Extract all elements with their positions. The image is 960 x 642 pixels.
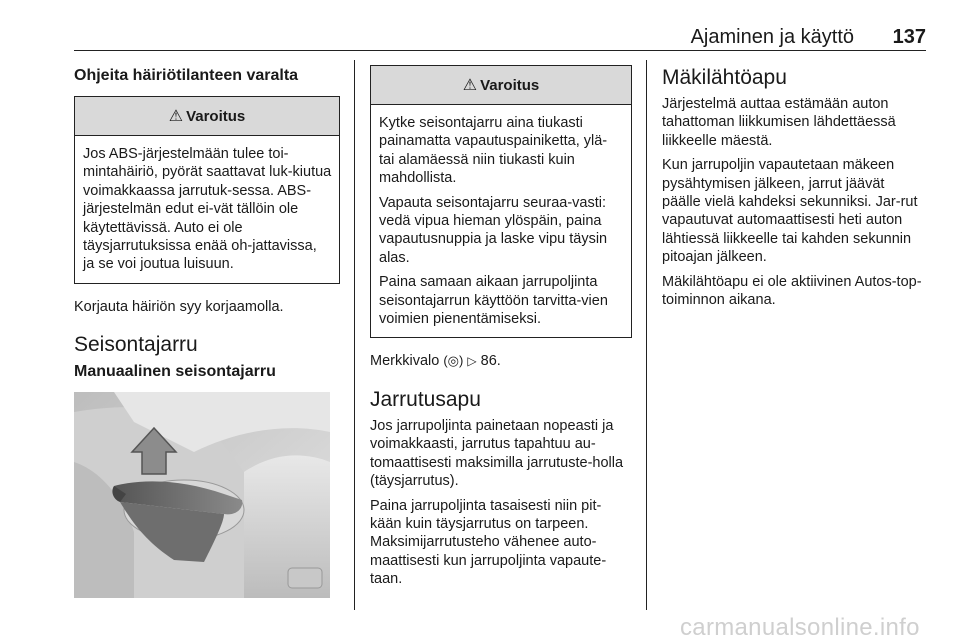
repair-text: Korjauta häiriön syy korjaamolla. <box>74 298 284 315</box>
watermark: carmanualsonline.info <box>680 614 920 641</box>
makilahtoapu-paragraph-2: Kun jarrupoljin vapautetaan mäkeen pysähtymisen jälkeen, jarrut jäävät päälle vielä kahdeksi sekunniksi. Jar-rut vapautuvat automaattisesti heti auton lähtiessä liikkeelle tai kahden sekunnin pitoajan jälkeen. <box>662 157 918 266</box>
warning-box-abs <box>74 96 340 284</box>
chapter-title: Ajaminen ja käyttö <box>690 26 854 48</box>
warning-label: Varoitus <box>186 107 246 125</box>
page-number: 137 <box>892 26 926 48</box>
brake-warning-light-icon: (◎) <box>443 353 464 369</box>
column-divider-1 <box>354 60 355 610</box>
warning-text: Jos ABS-järjestelmään tulee toi-mintahäiriö, pyörät saattavat luk-kiutua voimakkaassa jarrutuk-sessa. ABS-järjestelmän edut ei-vät tällöin ole käytettävissä. Auto ei ole täysjarrutuksissa enää oh-jattavissa, ja se voi joutua luisuun. <box>83 146 332 273</box>
warning-header <box>75 97 339 136</box>
jarrutusapu-paragraph-1: Jos jarrupoljinta painetaan nopeasti ja voimakkaasti, jarrutus tapahtuu au-tomaattisesti maksimilla jarrutuste-holla (täysjarrutus). <box>370 417 624 490</box>
warning-box-parking-brake <box>370 65 632 338</box>
column-divider-2 <box>646 60 647 610</box>
warning-triangle-icon: ⚠ <box>462 77 478 94</box>
column-1 <box>74 60 340 598</box>
reference-text: Merkkivalo <box>370 353 444 370</box>
heading-seisontajarru: Seisontajarru <box>74 333 198 357</box>
handbrake-illustration <box>74 392 330 598</box>
section-title: Ohjeita häiriötilanteen varalta <box>74 67 299 84</box>
jarrutusapu-paragraph-2: Paina jarrupoljinta tasaisesti niin pit-kään kuin täysjarrutus on tarpeen. Maksimijarrutusteho vähenee auto-maattisesti kun jarrupoljinta vapaute-taan. <box>370 497 607 588</box>
column-2 <box>370 60 632 595</box>
makilahtoapu-paragraph-3: Mäkilähtöapu ei ole aktiivinen Autos-top-toiminnon aikana. <box>662 273 922 309</box>
warning-label: Varoitus <box>480 76 540 94</box>
page-reference-arrow-icon: ▷ <box>467 354 477 369</box>
warning-paragraph-1: Kytke seisontajarru aina tiukasti painamatta vapautuspainiketta, ylä- tai alamäessä niin tiukasti kuin mahdollista. <box>379 115 608 187</box>
warning-body <box>75 136 339 283</box>
warning-header <box>371 66 631 105</box>
makilahtoapu-paragraph-1: Järjestelmä auttaa estämään auton tahattoman liikkumisen lähdettäessä liikkeelle mäestä. <box>662 96 896 149</box>
warning-body <box>371 105 631 337</box>
column-3 <box>662 60 926 315</box>
warning-triangle-icon: ⚠ <box>168 108 184 125</box>
reference-page: 86. <box>480 353 501 370</box>
handbrake-drawing <box>74 392 330 598</box>
heading-jarrutusapu: Jarrutusapu <box>370 387 481 411</box>
indicator-reference <box>370 352 632 370</box>
heading-makilahtoapu: Mäkilähtöapu <box>662 66 787 89</box>
subheading-manual-brake: Manuaalinen seisontajarru <box>74 363 276 381</box>
header-divider <box>74 50 926 51</box>
warning-paragraph-2: Vapauta seisontajarru seuraa-vasti: vedä vipua hieman ylöspäin, paina vapautusnuppia ja laske vipu täysin alas. <box>379 194 608 266</box>
page-header <box>74 26 926 50</box>
warning-paragraph-3: Paina samaan aikaan jarrupoljinta seisontajarrun käyttöön tarvitta-vien voimien pienentämiseksi. <box>379 274 608 328</box>
